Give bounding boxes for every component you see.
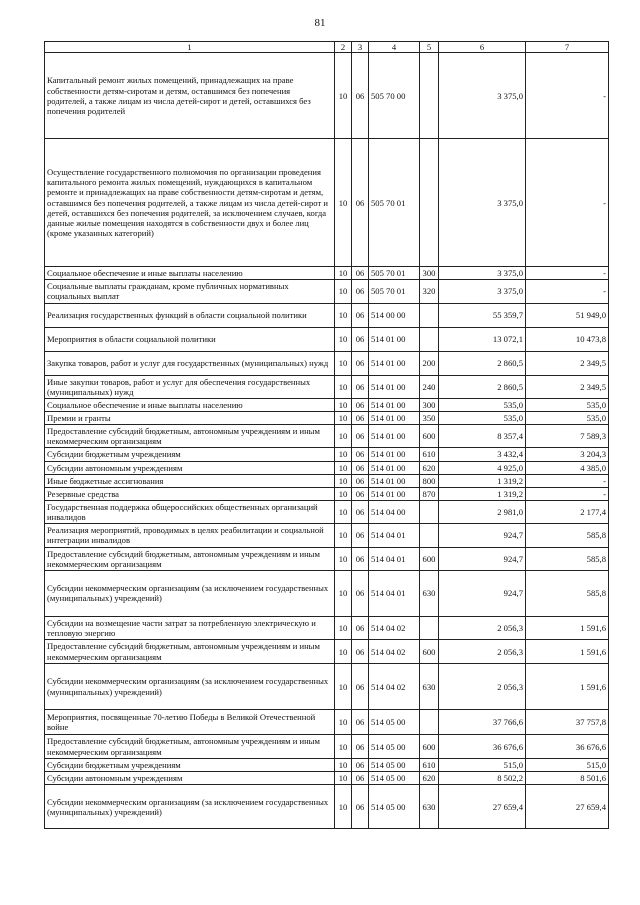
table-row xyxy=(45,735,609,759)
amount-2015-cell: 3 375,0 xyxy=(439,267,526,280)
target-article-cell: 514 01 00 xyxy=(369,448,420,461)
table-row xyxy=(45,53,609,139)
amount-2016-cell: 3 204,3 xyxy=(526,448,609,461)
expense-type-cell: 240 xyxy=(420,375,439,398)
expense-type-cell: 620 xyxy=(420,772,439,785)
page-number: 81 xyxy=(314,17,326,29)
amount-2016-cell: 585,8 xyxy=(526,570,609,616)
subsection-code-cell: 06 xyxy=(352,411,369,424)
expense-type-cell: 630 xyxy=(420,785,439,829)
table-row xyxy=(45,267,609,280)
amount-2015-cell: 1 319,2 xyxy=(439,487,526,500)
amount-2015-cell: 37 766,6 xyxy=(439,710,526,735)
expense-type-cell xyxy=(420,524,439,547)
amount-2015-cell: 2 981,0 xyxy=(439,500,526,523)
table-row xyxy=(45,425,609,448)
target-article-cell: 514 01 00 xyxy=(369,487,420,500)
row-name-cell: Предоставление субсидий бюджетным, автономным учреждениям и иным некоммерческим организациям xyxy=(45,640,335,664)
expense-type-cell: 300 xyxy=(420,267,439,280)
row-name-cell: Предоставление субсидий бюджетным, автономным учреждениям и иным некоммерческим организациям xyxy=(45,547,335,570)
amount-2016-cell: 1 591,6 xyxy=(526,664,609,710)
section-code-cell: 10 xyxy=(335,280,352,303)
section-code-cell: 10 xyxy=(335,474,352,487)
section-code-cell: 10 xyxy=(335,411,352,424)
expense-type-cell: 620 xyxy=(420,461,439,474)
subsection-code-cell: 06 xyxy=(352,425,369,448)
section-code-cell: 10 xyxy=(335,487,352,500)
target-article-cell: 514 01 00 xyxy=(369,375,420,398)
target-article-cell: 514 01 00 xyxy=(369,474,420,487)
expense-type-cell xyxy=(420,710,439,735)
amount-2016-cell: - xyxy=(526,474,609,487)
column-header: 4 xyxy=(369,42,420,53)
expense-type-cell xyxy=(420,500,439,523)
row-name-cell: Мероприятия в области социальной политики xyxy=(45,327,335,351)
amount-2015-cell: 2 860,5 xyxy=(439,375,526,398)
row-name-cell: Социальное обеспечение и иные выплаты населению xyxy=(45,267,335,280)
amount-2016-cell: 51 949,0 xyxy=(526,303,609,327)
expense-type-cell: 350 xyxy=(420,411,439,424)
table-row xyxy=(45,759,609,772)
amount-2016-cell: 37 757,8 xyxy=(526,710,609,735)
row-name-cell: Субсидии автономным учреждениям xyxy=(45,772,335,785)
row-name-cell: Резервные средства xyxy=(45,487,335,500)
subsection-code-cell: 06 xyxy=(352,327,369,351)
row-name-cell: Субсидии некоммерческим организациям (за исключением государственных (муниципальных) учреждений) xyxy=(45,785,335,829)
amount-2016-cell: 2 177,4 xyxy=(526,500,609,523)
row-name-cell: Закупка товаров, работ и услуг для государственных (муниципальных) нужд xyxy=(45,351,335,375)
expense-type-cell: 600 xyxy=(420,547,439,570)
column-header: 3 xyxy=(352,42,369,53)
table-row xyxy=(45,474,609,487)
subsection-code-cell: 06 xyxy=(352,524,369,547)
table-row xyxy=(45,524,609,547)
section-code-cell: 10 xyxy=(335,616,352,639)
amount-2015-cell: 2 056,3 xyxy=(439,664,526,710)
amount-2016-cell: - xyxy=(526,139,609,267)
amount-2015-cell: 4 925,0 xyxy=(439,461,526,474)
table-header-row xyxy=(45,42,609,53)
amount-2016-cell: 535,0 xyxy=(526,398,609,411)
expense-type-cell: 870 xyxy=(420,487,439,500)
section-code-cell: 10 xyxy=(335,267,352,280)
subsection-code-cell: 06 xyxy=(352,547,369,570)
target-article-cell: 514 01 00 xyxy=(369,411,420,424)
row-name-cell: Субсидии бюджетным учреждениям xyxy=(45,448,335,461)
subsection-code-cell: 06 xyxy=(352,139,369,267)
row-name-cell: Капитальный ремонт жилых помещений, принадлежащих на праве собственности детям-сиротам и детям, оставшимся без попечения родителей, а также лицам из числа детей-сирот и детей, оставшихся без попечения родителей xyxy=(45,53,335,139)
subsection-code-cell: 06 xyxy=(352,53,369,139)
expense-type-cell xyxy=(420,327,439,351)
amount-2015-cell: 924,7 xyxy=(439,547,526,570)
section-code-cell: 10 xyxy=(335,547,352,570)
row-name-cell: Субсидии бюджетным учреждениям xyxy=(45,759,335,772)
budget-table xyxy=(44,41,609,829)
section-code-cell: 10 xyxy=(335,640,352,664)
amount-2016-cell: 535,0 xyxy=(526,411,609,424)
subsection-code-cell: 06 xyxy=(352,664,369,710)
target-article-cell: 514 01 00 xyxy=(369,461,420,474)
row-name-cell: Государственная поддержка общероссийских общественных организаций инвалидов xyxy=(45,500,335,523)
target-article-cell: 514 05 00 xyxy=(369,710,420,735)
target-article-cell: 514 01 00 xyxy=(369,425,420,448)
section-code-cell: 10 xyxy=(335,448,352,461)
section-code-cell: 10 xyxy=(335,139,352,267)
section-code-cell: 10 xyxy=(335,500,352,523)
row-name-cell: Субсидии некоммерческим организациям (за исключением государственных (муниципальных) учреждений) xyxy=(45,664,335,710)
section-code-cell: 10 xyxy=(335,351,352,375)
expense-type-cell: 600 xyxy=(420,735,439,759)
section-code-cell: 10 xyxy=(335,53,352,139)
subsection-code-cell: 06 xyxy=(352,474,369,487)
amount-2015-cell: 924,7 xyxy=(439,524,526,547)
section-code-cell: 10 xyxy=(335,375,352,398)
expense-type-cell: 300 xyxy=(420,398,439,411)
column-header: 7 xyxy=(526,42,609,53)
target-article-cell: 505 70 00 xyxy=(369,53,420,139)
amount-2015-cell: 515,0 xyxy=(439,759,526,772)
section-code-cell: 10 xyxy=(335,398,352,411)
expense-type-cell: 630 xyxy=(420,664,439,710)
amount-2016-cell: 8 501,6 xyxy=(526,772,609,785)
expense-type-cell: 630 xyxy=(420,570,439,616)
expense-type-cell: 320 xyxy=(420,280,439,303)
row-name-cell: Субсидии на возмещение части затрат за потребленную электрическую и тепловую энергию xyxy=(45,616,335,639)
table-row xyxy=(45,375,609,398)
target-article-cell: 514 01 00 xyxy=(369,351,420,375)
expense-type-cell xyxy=(420,303,439,327)
amount-2015-cell: 3 375,0 xyxy=(439,53,526,139)
subsection-code-cell: 06 xyxy=(352,500,369,523)
section-code-cell: 10 xyxy=(335,785,352,829)
amount-2016-cell: 1 591,6 xyxy=(526,640,609,664)
target-article-cell: 505 70 01 xyxy=(369,139,420,267)
subsection-code-cell: 06 xyxy=(352,570,369,616)
amount-2015-cell: 2 860,5 xyxy=(439,351,526,375)
table-row xyxy=(45,303,609,327)
table-row xyxy=(45,785,609,829)
subsection-code-cell: 06 xyxy=(352,280,369,303)
amount-2015-cell: 535,0 xyxy=(439,411,526,424)
amount-2015-cell: 3 432,4 xyxy=(439,448,526,461)
target-article-cell: 514 00 00 xyxy=(369,303,420,327)
table-row xyxy=(45,570,609,616)
section-code-cell: 10 xyxy=(335,735,352,759)
section-code-cell: 10 xyxy=(335,303,352,327)
amount-2016-cell: - xyxy=(526,280,609,303)
amount-2016-cell: - xyxy=(526,267,609,280)
expense-type-cell: 610 xyxy=(420,759,439,772)
table-row xyxy=(45,327,609,351)
expense-type-cell: 800 xyxy=(420,474,439,487)
amount-2016-cell: 10 473,8 xyxy=(526,327,609,351)
amount-2016-cell: 515,0 xyxy=(526,759,609,772)
subsection-code-cell: 06 xyxy=(352,640,369,664)
amount-2016-cell: 27 659,4 xyxy=(526,785,609,829)
table-row xyxy=(45,500,609,523)
expense-type-cell: 200 xyxy=(420,351,439,375)
subsection-code-cell: 06 xyxy=(352,616,369,639)
section-code-cell: 10 xyxy=(335,772,352,785)
expense-type-cell: 610 xyxy=(420,448,439,461)
amount-2015-cell: 1 319,2 xyxy=(439,474,526,487)
section-code-cell: 10 xyxy=(335,570,352,616)
expense-type-cell xyxy=(420,139,439,267)
table-row xyxy=(45,139,609,267)
column-header: 1 xyxy=(45,42,335,53)
amount-2016-cell: 1 591,6 xyxy=(526,616,609,639)
expense-type-cell xyxy=(420,616,439,639)
target-article-cell: 514 05 00 xyxy=(369,735,420,759)
amount-2015-cell: 3 375,0 xyxy=(439,139,526,267)
amount-2015-cell: 36 676,6 xyxy=(439,735,526,759)
subsection-code-cell: 06 xyxy=(352,487,369,500)
column-header: 6 xyxy=(439,42,526,53)
table-row xyxy=(45,664,609,710)
row-name-cell: Реализация государственных функций в области социальной политики xyxy=(45,303,335,327)
section-code-cell: 10 xyxy=(335,425,352,448)
table-row xyxy=(45,487,609,500)
target-article-cell: 505 70 01 xyxy=(369,280,420,303)
row-name-cell: Иные закупки товаров, работ и услуг для обеспечения государственных (муниципальных) нужд xyxy=(45,375,335,398)
section-code-cell: 10 xyxy=(335,664,352,710)
target-article-cell: 514 04 00 xyxy=(369,500,420,523)
subsection-code-cell: 06 xyxy=(352,448,369,461)
table-row xyxy=(45,640,609,664)
subsection-code-cell: 06 xyxy=(352,710,369,735)
row-name-cell: Предоставление субсидий бюджетным, автономным учреждениям и иным некоммерческим организациям xyxy=(45,425,335,448)
target-article-cell: 514 01 00 xyxy=(369,398,420,411)
subsection-code-cell: 06 xyxy=(352,461,369,474)
subsection-code-cell: 06 xyxy=(352,785,369,829)
table-row xyxy=(45,411,609,424)
table-row xyxy=(45,398,609,411)
section-code-cell: 10 xyxy=(335,327,352,351)
row-name-cell: Реализация мероприятий, проводимых в целях реабилитации и социальной интеграции инвалидов xyxy=(45,524,335,547)
subsection-code-cell: 06 xyxy=(352,303,369,327)
amount-2015-cell: 8 502,2 xyxy=(439,772,526,785)
section-code-cell: 10 xyxy=(335,710,352,735)
table-row xyxy=(45,280,609,303)
subsection-code-cell: 06 xyxy=(352,351,369,375)
target-article-cell: 514 01 00 xyxy=(369,327,420,351)
table-row xyxy=(45,710,609,735)
row-name-cell: Премии и гранты xyxy=(45,411,335,424)
amount-2015-cell: 27 659,4 xyxy=(439,785,526,829)
expense-type-cell: 600 xyxy=(420,425,439,448)
target-article-cell: 514 04 02 xyxy=(369,616,420,639)
amount-2015-cell: 2 056,3 xyxy=(439,616,526,639)
section-code-cell: 10 xyxy=(335,759,352,772)
row-name-cell: Осуществление государственного полномочия по организации проведения капитального ремонта жилых помещений, нуждающихся в капитальном ремонте и принадлежащих на праве собственности детям-сиротам и детям, оставшимся без попечения родителей, а также лицам из числа детей-сирот и детей, оставшихся без попечения родителей, за исключением случаев, когда данные жилые помещения находятся в собственности двух и более лиц (кроме указанных категорий) xyxy=(45,139,335,267)
row-name-cell: Социальное обеспечение и иные выплаты населению xyxy=(45,398,335,411)
column-header: 2 xyxy=(335,42,352,53)
expense-type-cell xyxy=(420,53,439,139)
target-article-cell: 514 04 02 xyxy=(369,664,420,710)
amount-2016-cell: 2 349,5 xyxy=(526,375,609,398)
amount-2016-cell: - xyxy=(526,53,609,139)
amount-2016-cell: 36 676,6 xyxy=(526,735,609,759)
row-name-cell: Субсидии автономным учреждениям xyxy=(45,461,335,474)
table-row xyxy=(45,351,609,375)
table-row xyxy=(45,772,609,785)
target-article-cell: 505 70 01 xyxy=(369,267,420,280)
expense-type-cell: 600 xyxy=(420,640,439,664)
table-row xyxy=(45,461,609,474)
amount-2015-cell: 924,7 xyxy=(439,570,526,616)
amount-2016-cell: 585,8 xyxy=(526,524,609,547)
amount-2015-cell: 8 357,4 xyxy=(439,425,526,448)
subsection-code-cell: 06 xyxy=(352,267,369,280)
target-article-cell: 514 05 00 xyxy=(369,772,420,785)
target-article-cell: 514 04 01 xyxy=(369,524,420,547)
amount-2016-cell: 4 385,0 xyxy=(526,461,609,474)
target-article-cell: 514 05 00 xyxy=(369,759,420,772)
target-article-cell: 514 04 02 xyxy=(369,640,420,664)
amount-2015-cell: 2 056,3 xyxy=(439,640,526,664)
table-row xyxy=(45,616,609,639)
subsection-code-cell: 06 xyxy=(352,735,369,759)
amount-2016-cell: 7 589,3 xyxy=(526,425,609,448)
amount-2016-cell: 2 349,5 xyxy=(526,351,609,375)
section-code-cell: 10 xyxy=(335,524,352,547)
row-name-cell: Мероприятия, посвященные 70-летию Победы в Великой Отечественной войне xyxy=(45,710,335,735)
subsection-code-cell: 06 xyxy=(352,375,369,398)
amount-2015-cell: 55 359,7 xyxy=(439,303,526,327)
subsection-code-cell: 06 xyxy=(352,759,369,772)
target-article-cell: 514 04 01 xyxy=(369,570,420,616)
amount-2016-cell: - xyxy=(526,487,609,500)
section-code-cell: 10 xyxy=(335,461,352,474)
table-row xyxy=(45,448,609,461)
target-article-cell: 514 05 00 xyxy=(369,785,420,829)
row-name-cell: Предоставление субсидий бюджетным, автономным учреждениям и иным некоммерческим организациям xyxy=(45,735,335,759)
table-row xyxy=(45,547,609,570)
row-name-cell: Субсидии некоммерческим организациям (за исключением государственных (муниципальных) учреждений) xyxy=(45,570,335,616)
subsection-code-cell: 06 xyxy=(352,398,369,411)
target-article-cell: 514 04 01 xyxy=(369,547,420,570)
row-name-cell: Социальные выплаты гражданам, кроме публичных нормативных социальных выплат xyxy=(45,280,335,303)
amount-2016-cell: 585,8 xyxy=(526,547,609,570)
subsection-code-cell: 06 xyxy=(352,772,369,785)
amount-2015-cell: 535,0 xyxy=(439,398,526,411)
amount-2015-cell: 13 072,1 xyxy=(439,327,526,351)
row-name-cell: Иные бюджетные ассигнования xyxy=(45,474,335,487)
column-header: 5 xyxy=(420,42,439,53)
amount-2015-cell: 3 375,0 xyxy=(439,280,526,303)
